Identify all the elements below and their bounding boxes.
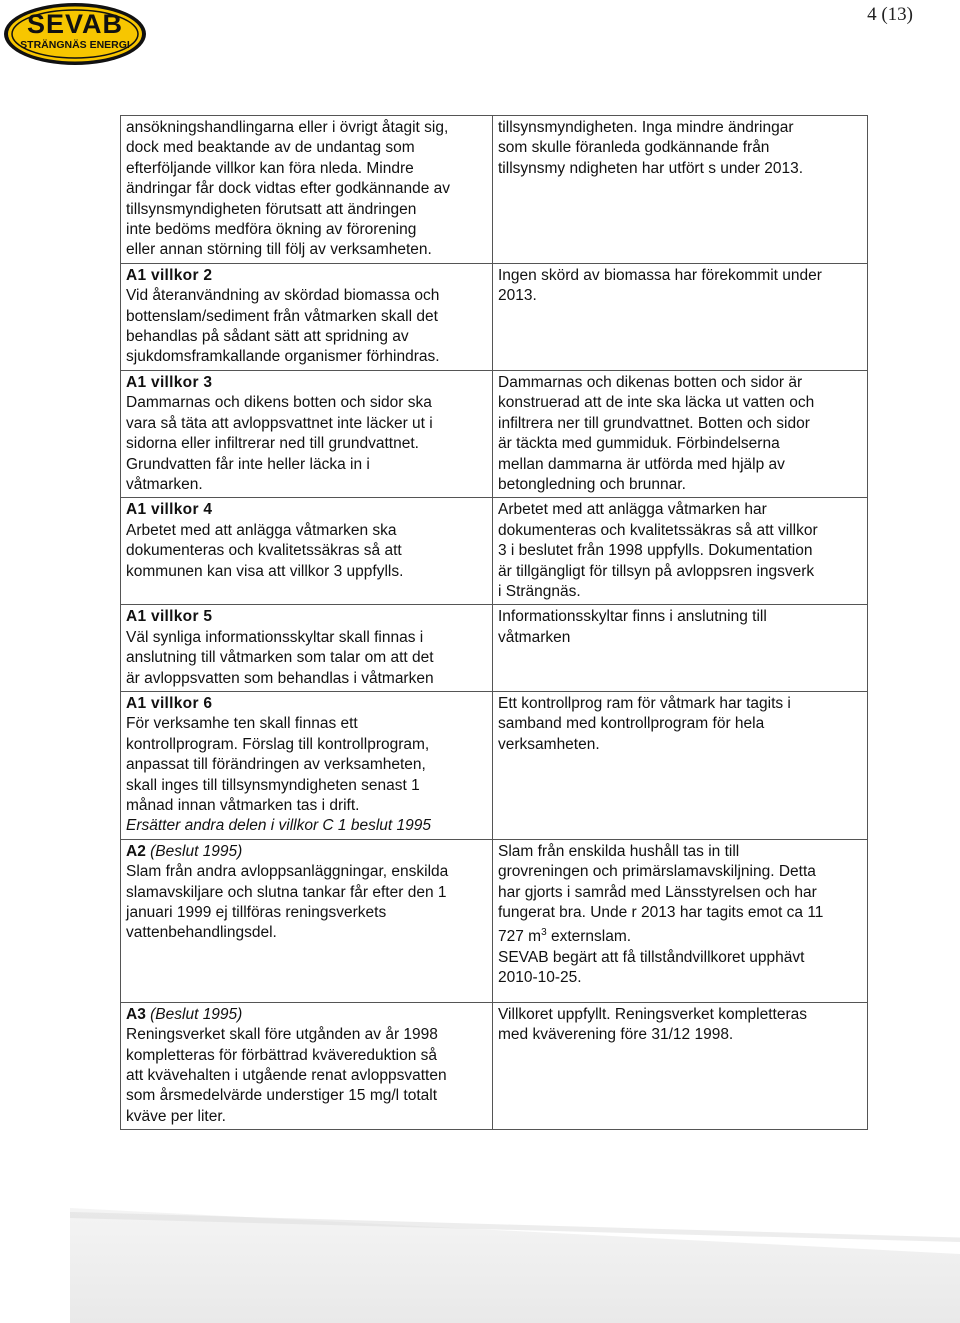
text-line: Vid återanvändning av skördad biomassa och — [126, 287, 440, 305]
conditions-table — [120, 115, 868, 1130]
text-line: dokumenteras och kvalitetssäkras så att villkor — [498, 521, 818, 539]
text-line: infiltrera ner till grundvattnet. Botten och sidor — [498, 414, 810, 432]
table-row — [121, 263, 868, 370]
condition-cell — [121, 116, 493, 264]
text-line: våtmarken — [498, 628, 571, 646]
text-line: 2013. — [498, 287, 537, 305]
text-line: Arbetet med att anlägga våtmarken har — [498, 501, 767, 519]
condition-cell — [121, 605, 493, 692]
text-line: ändringar får dock vidtas efter godkännande av — [126, 180, 450, 198]
text-line: vattenbehandlingsdel. — [126, 924, 277, 942]
text-line: bottenslam/sediment från våtmarken skall det — [126, 307, 438, 325]
text-line: dock med beaktande av de undantag som — [126, 139, 415, 157]
text-line: anpassat till förändringen av verksamheten, — [126, 756, 426, 774]
table-row — [121, 605, 868, 692]
text-line: eller annan störning till följ av verksamheten. — [126, 241, 432, 259]
sevab-logo-graphic — [2, 0, 148, 68]
text-line: tillsynsmy ndigheten har utfört s under 2013. — [498, 159, 804, 177]
sevab-logo — [2, 0, 148, 68]
condition-heading: A1 villkor 4 — [126, 501, 213, 519]
condition-heading: A1 villkor 2 — [126, 266, 213, 284]
text-line: SEVAB begärt att få tillståndvillkoret upphävt — [498, 949, 805, 966]
condition-heading: A1 villkor 5 — [126, 608, 213, 626]
svg-text:SEVAB: SEVAB — [26, 9, 124, 39]
text-line: Reningsverket skall före utgånden av år 1998 — [126, 1026, 438, 1044]
replacement-note: Ersätter andra delen i villkor C 1 beslut 1995 — [126, 817, 431, 835]
condition-cell — [121, 691, 493, 839]
status-cell — [493, 1002, 868, 1129]
text-line: Ett kontrollprog ram för våtmark har tagits i — [498, 694, 791, 712]
condition-heading — [126, 1005, 488, 1025]
text-line: grovreningen och primärslamavskiljning. Detta — [498, 863, 816, 881]
text-line: att kvävehalten i utgående renat avloppsvatten — [126, 1067, 447, 1085]
volume-line — [498, 923, 863, 948]
svg-text:STRÄNGNÄS ENERGI: STRÄNGNÄS ENERGI — [20, 39, 130, 51]
condition-heading-code: A2 — [126, 842, 146, 860]
volume-unit-exponent: 3 — [541, 927, 547, 939]
text-line: vara så täta att avloppsvattnet inte läcker ut i — [126, 414, 433, 432]
text-line: kommunen kan visa att villkor 3 uppfylls. — [126, 562, 404, 580]
status-cell — [493, 116, 868, 264]
text-line: konstruerad att de inte ska läcka ut vatten och — [498, 394, 815, 412]
text-line: ansökningshandlingarna eller i övrigt åtagit sig, — [126, 119, 449, 136]
text-line: kompletteras för förbättrad kvävereduktion så — [126, 1046, 438, 1064]
text-line: är täckta med gummiduk. Förbindelserna — [498, 435, 780, 453]
text-line: Dammarnas och dikenas botten och sidor är — [498, 373, 803, 391]
text-line: fungerat bra. Unde r 2013 har tagits emot ca 11 — [498, 904, 824, 922]
volume-suffix: externslam. — [546, 928, 632, 946]
text-line: i Strängnäs. — [498, 582, 581, 600]
status-cell — [493, 370, 868, 497]
text-line: anslutning till våtmarken som talar om att det — [126, 649, 434, 667]
text-line: har gjorts i samråd med Länsstyrelsen och har — [498, 883, 817, 901]
text-line: månad innan våtmarken tas i drift. — [126, 797, 360, 814]
text-line: tillsynsmyndigheten förutsatt att ändringen — [126, 200, 417, 218]
text-line: tillsynsmyndigheten. Inga mindre ändringar — [498, 119, 794, 136]
status-cell — [493, 605, 868, 692]
status-cell — [493, 691, 868, 839]
text-line: dokumenteras och kvalitetssäkras så att — [126, 542, 402, 560]
text-line: som årsmedelvärde understiger 15 mg/l totalt — [126, 1087, 438, 1105]
text-line: 2010-10-25. — [498, 969, 582, 987]
text-line: betongledning och brunnar. — [498, 475, 686, 493]
text-line: är tillgängligt för tillsyn på avloppsren ingsverk — [498, 562, 815, 580]
text-line: Informationsskyltar finns i anslutning till — [498, 608, 767, 626]
table-row — [121, 370, 868, 497]
text-line: behandlas på sådant sätt att spridning av — [126, 328, 409, 346]
text-line: mellan dammarna är utförda med hjälp av — [498, 455, 785, 473]
text-line: sidorna eller infiltrerar ned till grundvattnet. — [126, 435, 419, 453]
condition-heading — [126, 842, 488, 862]
status-cell — [493, 839, 868, 1002]
text-line: Ingen skörd av biomassa har förekommit under — [498, 266, 822, 284]
text-line: Slam från andra avloppsanläggningar, enskilda — [126, 863, 449, 881]
condition-heading-code: A3 — [126, 1005, 146, 1023]
text-line: slamavskiljare och slutna tankar får efter den 1 — [126, 883, 447, 901]
text-line: Slam från enskilda hushåll tas in till — [498, 842, 740, 860]
text-line: Villkoret uppfyllt. Reningsverket kompletteras — [498, 1005, 807, 1023]
condition-heading: A1 villkor 6 — [126, 694, 213, 712]
text-line: verksamheten. — [498, 735, 600, 753]
text-line: inte bedöms medföra ökning av förorening — [126, 221, 417, 239]
volume-value: 727 m — [498, 928, 542, 946]
text-line: kväve per liter. — [126, 1107, 226, 1125]
condition-cell — [121, 370, 493, 497]
condition-heading-source: (Beslut 1995) — [150, 1005, 243, 1023]
text-line: är avloppsvatten som behandlas i våtmarken — [126, 669, 434, 687]
text-line: kontrollprogram. Förslag till kontrollprogram, — [126, 735, 430, 753]
table-row — [121, 498, 868, 605]
table-row — [121, 116, 868, 264]
text-line: efterföljande villkor kan föra nleda. Mindre — [126, 159, 414, 177]
text-line: sjukdomsframkallande organismer förhindras. — [126, 348, 440, 366]
condition-heading-source: (Beslut 1995) — [150, 842, 243, 860]
condition-heading: A1 villkor 3 — [126, 373, 213, 391]
text-line: januari 1999 ej tillföras reningsverkets — [126, 904, 387, 922]
status-cell — [493, 263, 868, 370]
text-line: Dammarnas och dikens botten och sidor ska — [126, 394, 432, 412]
condition-cell — [121, 1002, 493, 1129]
table-row — [121, 1002, 868, 1129]
text-line: samband med kontrollprogram för hela — [498, 715, 765, 733]
text-line: som skulle föranleda godkännande från — [498, 139, 770, 157]
condition-cell — [121, 498, 493, 605]
text-line: Grundvatten får inte heller läcka in i — [126, 455, 370, 473]
text-line: Väl synliga informationsskyltar skall finnas i — [126, 628, 424, 646]
table-row — [121, 691, 868, 839]
condition-cell — [121, 263, 493, 370]
text-line: med kväverening före 31/12 1998. — [498, 1026, 734, 1044]
table-row — [121, 839, 868, 1002]
text-line: skall inges till tillsynsmyndigheten senast 1 — [126, 776, 420, 794]
text-line: För verksamhe ten skall finnas ett — [126, 715, 358, 733]
status-cell — [493, 498, 868, 605]
page-number: 4 (13) — [867, 4, 913, 25]
condition-cell — [121, 839, 493, 1002]
text-line: Arbetet med att anlägga våtmarken ska — [126, 521, 397, 539]
text-line: 3 i beslutet från 1998 uppfylls. Dokumentation — [498, 542, 813, 560]
text-line: våtmarken. — [126, 475, 203, 493]
